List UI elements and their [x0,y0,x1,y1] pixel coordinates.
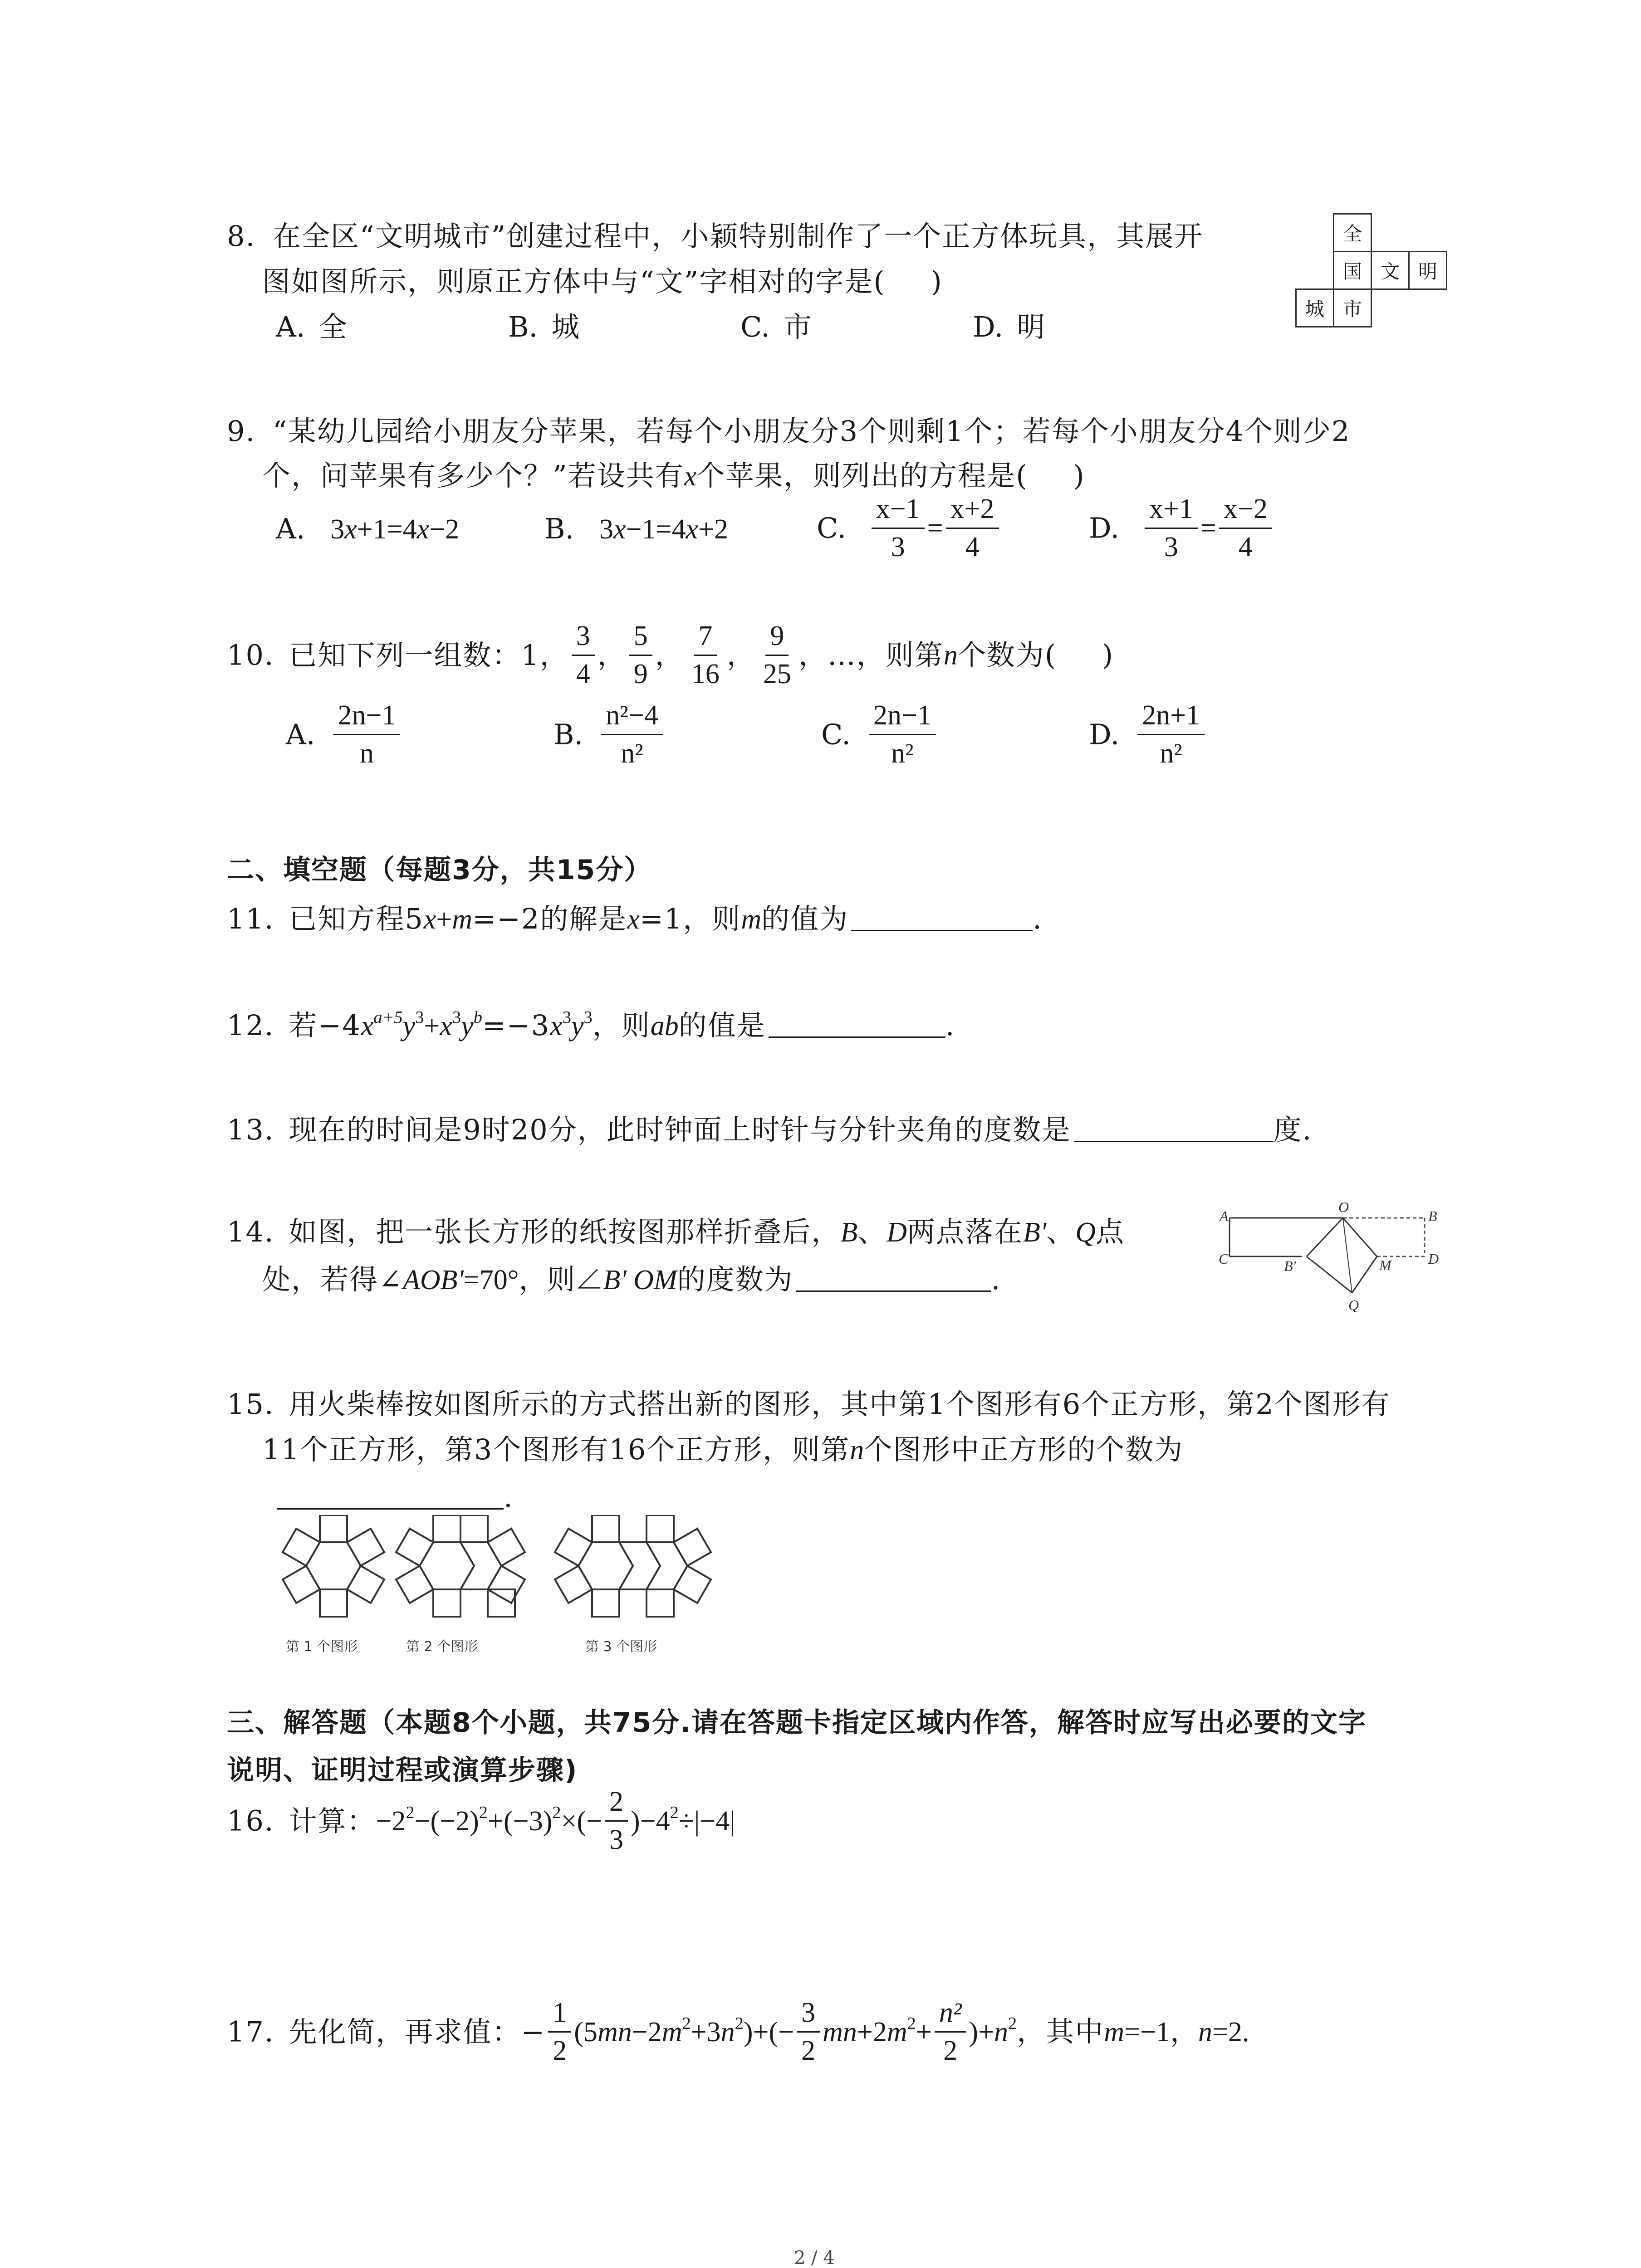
q10-option-d[interactable]: D. $\frac{2n+1}{\text{n²}}$ [1089,701,1207,768]
q8-number: 8. [227,220,256,253]
q9-option-b[interactable]: B. 3x−1=4x+2 [544,512,728,545]
matchstick-figure-3 [555,1515,711,1617]
q9-option-d[interactable]: D. $\frac{x+1}{3}$ = $\frac{x-2}{4}$ [1089,494,1275,562]
q11-answer-blank[interactable] [851,930,1033,931]
net-cell-shi: 市 [1333,288,1372,327]
q14-line1: 14. 如图，把一张长方形的纸按图那样折叠后，B、D两点落在B'、Q点 [227,1215,1125,1248]
q8-cube-net-figure [1288,213,1488,336]
q12: 12. 若$-4x^{a+5}y^3+x^3y^b=-3x^3y^3$，则ab的值是 . [227,1008,955,1042]
q8-line1 [227,220,1204,253]
q8-text-1: 在全区“文明城市”创建过程中，小颖特别制作了一个正方体玩具，其展开 [272,220,1204,253]
section-2-heading: 二、填空题（每题3分，共15分） [227,854,652,886]
q10-frac-1: $\frac{3}{4}$ [572,621,595,689]
caption-figure-1: 第 1 个图形 [286,1639,358,1655]
q15-line1: 15. 用火柴棒按如图所示的方式搭出新的图形，其中第1个图形有6个正方形，第2个图形有 [227,1388,1391,1421]
q9-option-c[interactable]: C. $\frac{x-1}{3}$ = $\frac{x+2}{4}$ [817,494,1002,562]
fig-label-o: O [1338,1199,1349,1215]
q9-option-a[interactable]: A. 3x+1=4x−2 [276,512,460,545]
net-cell-guo: 国 [1333,251,1372,290]
fig-label-q: Q [1348,1297,1359,1313]
q14-answer-blank[interactable] [796,1290,991,1292]
q13: 13. 现在的时间是9时20分，此时钟面上时针与分针夹角的度数是 度. [227,1113,1313,1146]
q8-option-b[interactable]: B. 城 [508,310,580,343]
q11: 11. 已知方程5x+m=−2的解是x=1，则m的值为 . [227,902,1043,935]
section-3-heading-line1: 三、解答题（本题8个小题，共75分.请在答题卡指定区域内作答，解答时应写出必要的文字 [227,1707,1367,1739]
fig-label-bprime: B' [1284,1258,1296,1274]
q10-frac-4: $\frac{9}{25}$ [763,621,791,690]
q8-line2: 图如图所示，则原正方体中与“文”字相对的字是( ) [262,265,943,298]
q8-text-2: 图如图所示，则原正方体中与“文”字相对的字是( [262,265,886,298]
q15-answer-blank[interactable] [277,1508,504,1510]
page-number: 2 / 4 [794,2248,835,2268]
q10-option-a[interactable]: A. $\frac{2n-1}{n}$ [286,701,403,768]
q15-matchstick-figures [272,1515,798,1660]
matchstick-figure-2 [396,1515,525,1617]
q9-line1 [227,415,1351,448]
q13-answer-blank[interactable] [1074,1141,1274,1142]
q8-option-a[interactable]: A. 全 [276,310,347,343]
q14-fold-figure [1216,1198,1470,1334]
caption-figure-2: 第 2 个图形 [406,1639,478,1655]
q9-line2: 个，问苹果有多少个？”若设共有x个苹果，则列出的方程是( ) [262,459,1085,492]
matchstick-figure-1 [283,1515,384,1617]
q15-line3: . [277,1483,514,1511]
q14-line2: 处，若得∠AOB'=70°，则∠B' OM的度数为 . [262,1263,1001,1296]
q10-option-b[interactable]: B. $\frac{\text{n²−4}}{\text{n²}}$ [554,701,666,768]
fig-label-c: C [1219,1251,1229,1267]
q10-option-c[interactable]: C. $\frac{2n-1}{\text{n²}}$ [821,701,939,768]
fig-label-m: M [1379,1257,1391,1273]
q8-option-d[interactable]: D. 明 [973,310,1045,343]
q10-frac-2: $\frac{5}{9}$ [629,621,652,689]
q16: 16. 计算：$-2^2-(-2)^2+(-3)^2\times(-$ $\frac{2}{3}$ )$-4^2\div|-4|$ [227,1786,735,1856]
q9-text-1: “某幼儿园给小朋友分苹果，若每个小朋友分3个则剩1个；若每个小朋友分4个则少2 [272,415,1351,448]
q10-stem: 10. 已知下列一组数：1， $\frac{3}{4}$ ， $\frac{5}{9}$ ， $\frac{7}{16}$ ， $\frac{9}{25}$ ，…，则第n个数为( ) [227,621,1114,690]
q8-option-c[interactable]: C. 市 [740,310,812,343]
fig-label-d: D [1428,1251,1439,1267]
net-cell-ming: 明 [1408,251,1447,290]
net-cell-cheng: 城 [1295,288,1334,327]
q10-frac-3: $\frac{7}{16}$ [691,621,720,690]
caption-figure-3: 第 3 个图形 [585,1639,657,1655]
fig-label-a: A [1220,1208,1229,1224]
fig-label-b: B [1428,1208,1437,1224]
section-3-heading-line2: 说明、证明过程或演算步骤) [227,1755,578,1786]
q17: 17. 先化简，再求值：− $\frac{1}{2}$ $(5mn-2m^2+3n^2)+(-$ $\frac{3}{2}$ $mn+2m^2+$ $\frac{\text{n²}}{2}$ )$+n^2$，其中m=−1，n=2. [227,1997,1249,2067]
net-cell-quan: 全 [1333,213,1372,252]
q12-answer-blank[interactable] [769,1036,945,1038]
q9-number: 9. [227,415,256,448]
q15-line2: 11个正方形，第3个图形有16个正方形，则第n个图形中正方形的个数为 [262,1433,1184,1466]
net-cell-wen: 文 [1371,251,1410,290]
